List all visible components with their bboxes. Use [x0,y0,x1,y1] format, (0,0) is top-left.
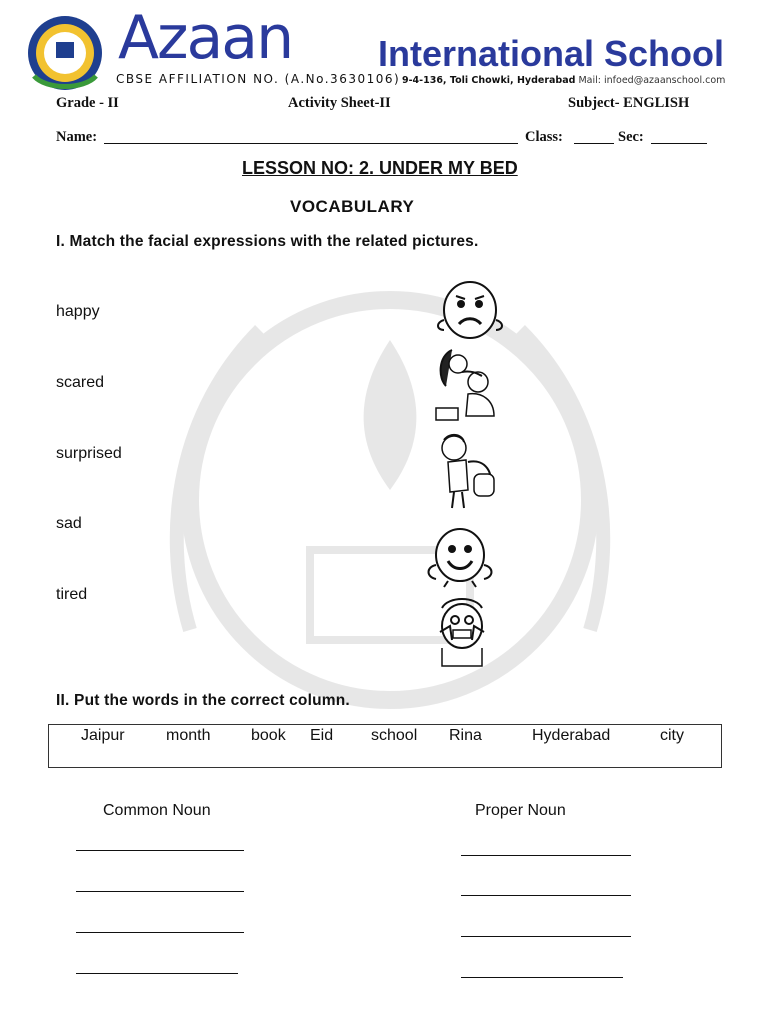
class-label: Class: [525,129,563,145]
proper-noun-line-4[interactable] [461,977,623,978]
surprise-girl-icon [432,346,508,426]
sad-face-icon [432,278,508,342]
subject-label: Subject- ENGLISH [568,95,690,111]
address-text: 9-4-136, Toli Chowki, Hyderabad [402,75,576,86]
common-noun-line-2[interactable] [76,891,244,892]
proper-noun-heading: Proper Noun [475,802,566,819]
activity-label: Activity Sheet-II [288,95,391,111]
word-surprised: surprised [56,445,122,462]
affiliation-number: CBSE AFFILIATION NO. (A.No.3630106) [116,72,401,86]
question-1: I. Match the facial expressions with the related pictures. [56,233,479,250]
box-word-eid: Eid [310,727,334,744]
scared-face-icon [424,596,500,668]
name-label: Name: [56,129,98,145]
grade-label: Grade - II [56,95,119,111]
sec-line[interactable] [651,143,707,144]
word-scared: scared [56,374,105,391]
proper-noun-line-3[interactable] [461,936,631,937]
proper-noun-line-2[interactable] [461,895,631,896]
common-noun-heading: Common Noun [103,802,211,819]
word-sad: sad [56,515,82,532]
common-noun-line-1[interactable] [76,850,244,851]
word-tired: tired [56,586,88,603]
brand-name: International School [378,33,725,74]
box-word-city: city [660,727,684,744]
school-address [402,75,725,86]
lesson-title: LESSON NO: 2. UNDER MY BED [242,158,518,178]
box-word-jaipur: Jaipur [81,727,125,744]
mail-text: Mail: infoed@azaanschool.com [578,75,726,86]
word-happy: happy [56,303,100,320]
box-word-book: book [251,727,286,744]
sec-label: Sec: [618,129,644,145]
happy-face-icon [422,525,498,589]
box-word-school: school [371,727,418,744]
section-title: VOCABULARY [290,197,415,216]
name-line[interactable] [104,143,518,144]
brand-script: Azaan [118,3,293,73]
question-2: II. Put the words in the correct column. [56,692,350,709]
common-noun-line-4[interactable] [76,973,238,974]
tired-child-icon [432,430,508,510]
box-word-month: month [166,727,211,744]
proper-noun-line-1[interactable] [461,855,631,856]
common-noun-line-3[interactable] [76,932,244,933]
box-word-hyderabad: Hyderabad [532,727,611,744]
class-line[interactable] [574,143,614,144]
box-word-rina: Rina [449,727,482,744]
school-logo-icon [26,14,104,92]
